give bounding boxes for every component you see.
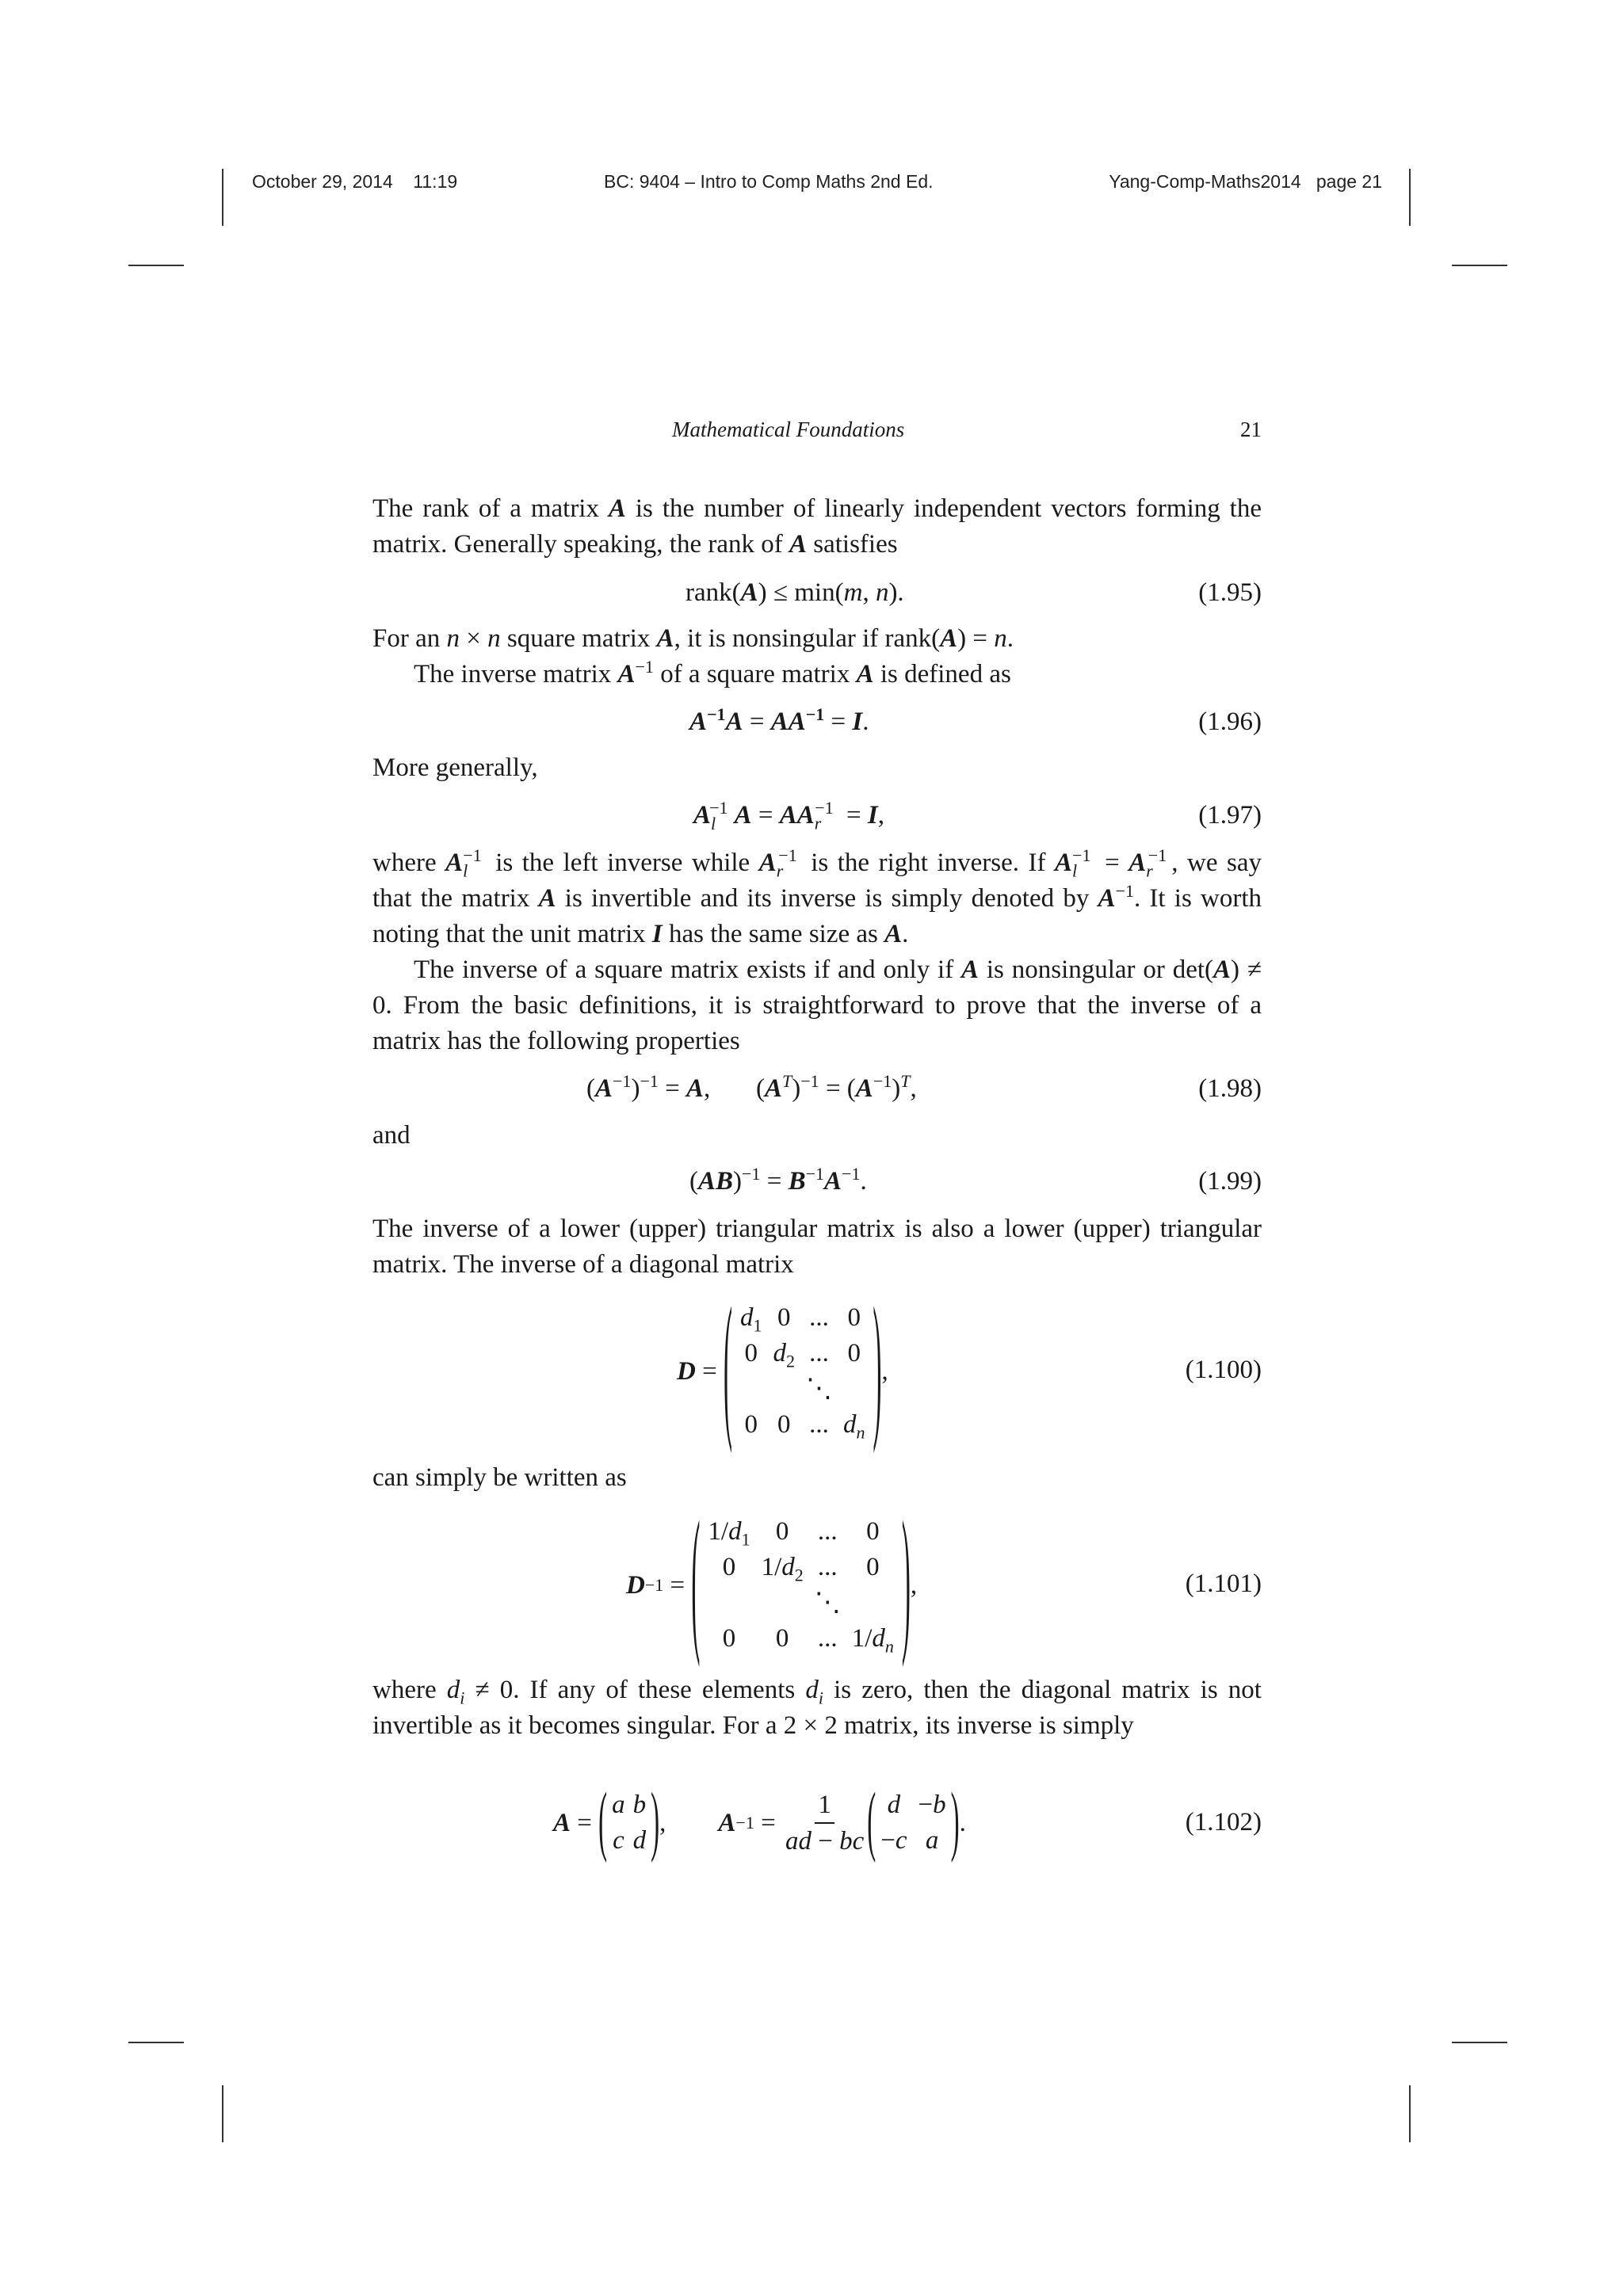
matrix-2x2: ( a b c d ) xyxy=(598,1779,660,1865)
crop-mark-bottom-right-horizontal xyxy=(1452,2042,1507,2043)
crop-mark-top-right-horizontal xyxy=(1452,265,1507,266)
diagonal-matrix: ( $d_1$ 0 ... 0 0 $d_2$ ... 0 ⋱ 0 0 ... $d_n$ ) xyxy=(723,1280,882,1458)
paragraph-more-generally: More generally, xyxy=(372,753,538,782)
equation-1-102: A = ( a b c d ) , A −1 = $\frac{1}{ad - bc}$ ( d −b −c a ) . (1.102) xyxy=(553,1779,1262,1865)
equation-number: (1.101) xyxy=(1185,1569,1262,1598)
paragraph-triangular: The inverse of a lower (upper) triangular matrix is also a lower (upper) triangular matrix. The inverse of a diagonal matrix xyxy=(372,1215,1262,1279)
equation-number: (1.96) xyxy=(1198,707,1262,736)
crop-mark-top-right-vertical xyxy=(1409,169,1411,226)
print-file-name: Yang-Comp-Maths2014 xyxy=(1109,171,1301,192)
equation-number: (1.102) xyxy=(1185,1808,1262,1836)
equation-number: (1.100) xyxy=(1185,1356,1262,1384)
running-head-page-number: 21 xyxy=(1240,418,1262,441)
crop-mark-bottom-left-horizontal xyxy=(128,2042,184,2043)
inverse-diagonal-matrix: ( $1/d_1$ 0 ... 0 0 $1/d_2$ ... 0 ⋱ 0 0 ... $1/d_n$ ) xyxy=(691,1494,911,1672)
paragraph-and: and xyxy=(372,1121,411,1150)
print-time: 11:19 xyxy=(413,171,458,192)
matrix-2x2-adjugate: ( d −b −c a ) xyxy=(867,1779,960,1865)
print-page: page 21 xyxy=(1316,171,1382,192)
equation-number: (1.99) xyxy=(1198,1167,1262,1196)
crop-mark-bottom-left-vertical xyxy=(222,2085,223,2142)
equation-1-100: D = ( $d_1$ 0 ... 0 0 $d_2$ ... 0 ⋱ 0 0 ... $d_n$ ) , (1.100) xyxy=(677,1280,1262,1458)
paragraph-written-as: can simply be written as xyxy=(372,1463,627,1492)
print-header-file xyxy=(1109,171,1382,193)
print-header-book: BC: 9404 – Intro to Comp Maths 2nd Ed. xyxy=(604,171,934,192)
crop-mark-top-left-horizontal xyxy=(128,265,184,266)
crop-mark-top-left-vertical xyxy=(222,169,223,226)
equation-number: (1.95) xyxy=(1198,578,1262,607)
running-head-title: Mathematical Foundations xyxy=(672,418,905,441)
equation-number: (1.98) xyxy=(1198,1074,1262,1103)
equation-1-101: D −1 = ( $1/d_1$ 0 ... 0 0 $1/d_2$ ... 0 ⋱ 0 0 ... $1/d_n$ ) , (1.101) xyxy=(626,1494,1262,1672)
print-date: October 29, 2014 xyxy=(252,171,393,192)
paragraph-left-right-inverse: where $A_l^{-1}$ is the left inverse while $A_r^{-1}$ is the right inverse. If $A_l^{-1} = A_r^{-1}$ , we say that the matrix A is invertible and its inverse is simply denoted by $A^{-1}$. It is worth noting that the unit matrix I has the same size as A. The inverse of a square matrix exists if and only if A is nonsingular or det(A) ≠ 0. From the basic definitions, it is straightforward to prove that the inverse of a matrix has the following properties xyxy=(372,845,1262,1055)
paragraph-nonsingular: For an n × n square matrix A, it is nonsingular if rank(A) = n. The inverse matrix $A^{-1}$ of a square matrix A is defined as xyxy=(372,624,1014,688)
crop-mark-bottom-right-vertical xyxy=(1409,2085,1411,2142)
paragraph-singular: where $d_i \ne 0$. If any of these elements $d_i$ is zero, then the diagonal matrix is not invertible as it becomes singular. For a 2 × 2 matrix, its inverse is simply xyxy=(372,1676,1262,1740)
equation-number: (1.97) xyxy=(1198,801,1262,830)
print-header-date xyxy=(252,171,457,193)
paragraph-rank-intro: The rank of a matrix A is the number of linearly independent vectors forming the matrix. Generally speaking, the rank of A satisfies xyxy=(372,494,1262,559)
determinant-fraction: $\frac{1}{ad - bc}$ xyxy=(782,1787,867,1859)
